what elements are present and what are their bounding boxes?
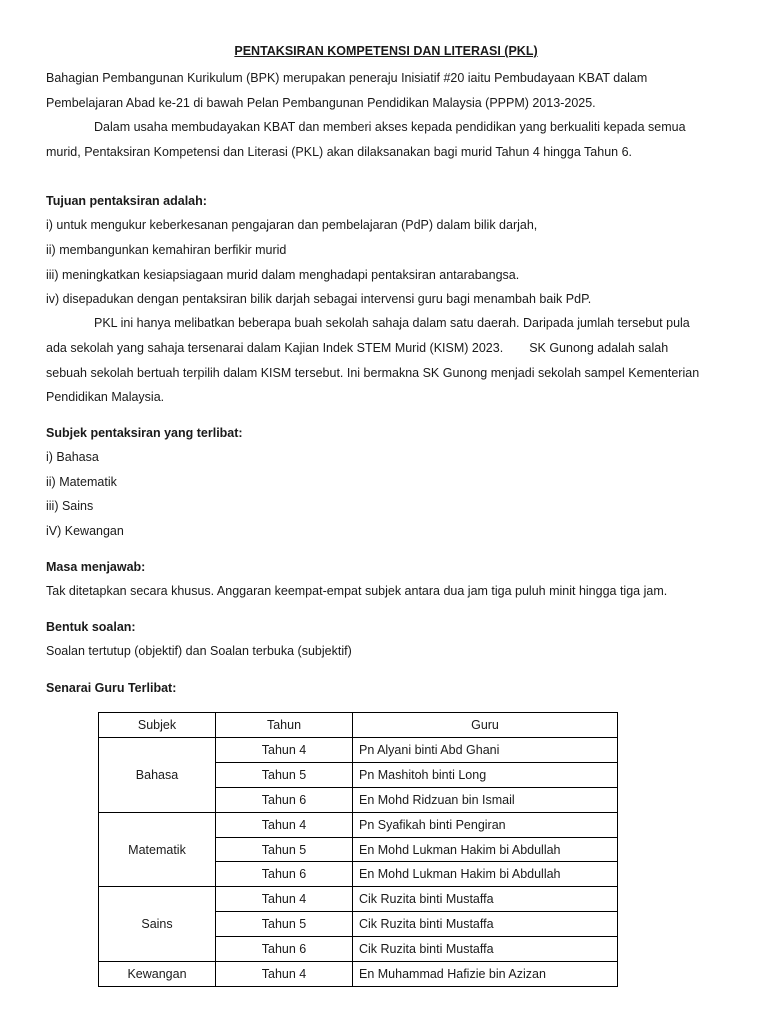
subjek-heading: Subjek pentaksiran yang terlibat: — [46, 426, 243, 440]
guru-cell: En Mohd Lukman Hakim bi Abdullah — [353, 862, 618, 887]
table-row — [99, 812, 618, 837]
masa-heading: Masa menjawab: — [46, 560, 146, 574]
bentuk-heading: Bentuk soalan: — [46, 620, 136, 634]
pkl-para-line-4: Pendidikan Malaysia. — [46, 390, 165, 404]
guru-cell: En Mohd Lukman Hakim bi Abdullah — [353, 837, 618, 862]
tujuan-item-2: ii) membangunkan kemahiran berfikir murid — [46, 243, 287, 257]
senarai-heading: Senarai Guru Terlibat: — [46, 681, 177, 695]
tujuan-item-1: i) untuk mengukur keberkesanan pengajaran dan pembelajaran (PdP) dalam bilik darjah, — [46, 218, 538, 232]
table-header-row — [99, 713, 618, 738]
header-tahun: Tahun — [216, 713, 353, 738]
tujuan-item-3: iii) meningkatkan kesiapsiagaan murid dalam menghadapi pentaksiran antarabangsa. — [46, 268, 520, 282]
tahun-cell: Tahun 4 — [216, 812, 353, 837]
masa-text: Tak ditetapkan secara khusus. Anggaran keempat-empat subjek antara dua jam tiga puluh minit hingga tiga jam. — [46, 584, 668, 598]
subject-cell: Matematik — [99, 812, 216, 887]
guru-cell: Cik Ruzita binti Mustaffa — [353, 937, 618, 962]
pkl-para-line-2a: ada sekolah yang sahaja tersenarai dalam Kajian Indek STEM Murid (KISM) 2023. — [46, 341, 504, 355]
pkl-para-line-1: PKL ini hanya melibatkan beberapa buah sekolah sahaja dalam satu daerah. Daripada jumlah tersebut pula — [94, 316, 690, 330]
subjek-item-2: ii) Matematik — [46, 475, 117, 489]
guru-cell: Pn Syafikah binti Pengiran — [353, 812, 618, 837]
subject-cell: Sains — [99, 887, 216, 962]
table-row — [99, 887, 618, 912]
header-guru: Guru — [353, 713, 618, 738]
tahun-cell: Tahun 6 — [216, 862, 353, 887]
intro-line-4: murid, Pentaksiran Kompetensi dan Literasi (PKL) akan dilaksanakan bagi murid Tahun 4 hingga Tahun 6. — [46, 145, 633, 159]
subjek-item-1: i) Bahasa — [46, 450, 99, 464]
guru-cell: Cik Ruzita binti Mustaffa — [353, 912, 618, 937]
pkl-para-line-2b: SK Gunong adalah salah — [529, 341, 669, 355]
pkl-para-line-3: sebuah sekolah bertuah terpilih dalam KISM tersebut. Ini bermakna SK Gunong menjadi sekolah sampel Kementerian — [46, 366, 700, 380]
pkl-para-line-2 — [46, 341, 668, 355]
header-subjek: Subjek — [99, 713, 216, 738]
tujuan-heading: Tujuan pentaksiran adalah: — [46, 194, 207, 208]
tahun-cell: Tahun 6 — [216, 787, 353, 812]
subject-cell: Bahasa — [99, 738, 216, 813]
intro-line-3: Dalam usaha membudayakan KBAT dan memberi akses kepada pendidikan yang berkualiti kepada semua — [94, 120, 686, 134]
tahun-cell: Tahun 5 — [216, 837, 353, 862]
tahun-cell: Tahun 4 — [216, 738, 353, 763]
guru-cell: En Muhammad Hafizie bin Azizan — [353, 962, 618, 987]
guru-cell: Cik Ruzita binti Mustaffa — [353, 887, 618, 912]
intro-line-2: Pembelajaran Abad ke-21 di bawah Pelan Pembangunan Pendidikan Malaysia (PPPM) 2013-2025. — [46, 96, 596, 110]
guru-cell: En Mohd Ridzuan bin Ismail — [353, 787, 618, 812]
document-title: PENTAKSIRAN KOMPETENSI DAN LITERASI (PKL) — [234, 44, 538, 58]
subjek-item-3: iii) Sains — [46, 499, 94, 513]
tahun-cell: Tahun 4 — [216, 962, 353, 987]
guru-table — [98, 712, 618, 987]
tahun-cell: Tahun 5 — [216, 912, 353, 937]
guru-cell: Pn Mashitoh binti Long — [353, 762, 618, 787]
intro-line-1: Bahagian Pembangunan Kurikulum (BPK) merupakan peneraju Inisiatif #20 iaitu Pembudayaan KBAT dalam — [46, 71, 648, 85]
tujuan-item-4: iv) disepadukan dengan pentaksiran bilik darjah sebagai intervensi guru bagi menambah baik PdP. — [46, 292, 592, 306]
subject-cell: Kewangan — [99, 962, 216, 987]
tahun-cell: Tahun 4 — [216, 887, 353, 912]
guru-cell: Pn Alyani binti Abd Ghani — [353, 738, 618, 763]
table-row — [99, 738, 618, 763]
bentuk-text: Soalan tertutup (objektif) dan Soalan terbuka (subjektif) — [46, 644, 352, 658]
subjek-item-4: iV) Kewangan — [46, 524, 124, 538]
tahun-cell: Tahun 5 — [216, 762, 353, 787]
table-row — [99, 962, 618, 987]
tahun-cell: Tahun 6 — [216, 937, 353, 962]
